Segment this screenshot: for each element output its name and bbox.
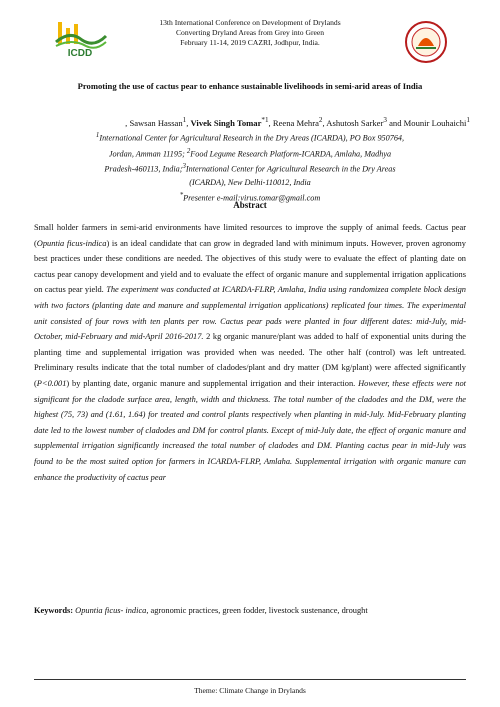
abstract-text-italic: The experiment was conducted at ICARDA-FLRP, Amlaha, India using randomizea complete block design with two factors (planting date and manure and supplemental irrigation applications) replicated four times. The experimental unit consisted of four rows with ten plants per row. Cactus pear pads were planted in four different dates: mid-July, mid-October, mid-February and mid-April 2016-2017. xyxy=(34,285,466,342)
email-text: Presenter e-mail:virus.tomar@gmail.com xyxy=(183,193,321,203)
affil-text: Food Legume Research Platform-ICARDA, Amlaha, Madhya xyxy=(190,149,392,159)
species-name: Opuntia ficus-indica xyxy=(36,238,107,248)
author-name: and Mounir Louhaichi xyxy=(386,117,467,128)
affil-text: Pradesh-460113, India; xyxy=(104,165,183,175)
author-name: , Ashutosh Sarker xyxy=(322,117,384,128)
abstract-text: Small holder farmers in semi-arid environments have limited resources to improve the supply of animal feeds. Cactus pear ( xyxy=(34,223,466,248)
page-header xyxy=(0,8,500,58)
affiliation-line xyxy=(60,145,440,161)
emblem-logo xyxy=(404,20,448,64)
author-affil-mark: *1 xyxy=(261,116,269,124)
abstract-text: ) by planting date, organic manure and supplemental irrigation and their interaction. xyxy=(66,378,359,388)
keyword-list: , agronomic practices, green fodder, livestock sustenance, drought xyxy=(146,606,368,615)
author-affil-mark: 1 xyxy=(182,116,187,124)
affiliation-line xyxy=(60,129,440,145)
author-list xyxy=(30,116,470,128)
page-footer: Theme: Climate Change in Drylands xyxy=(194,686,306,695)
conference-info xyxy=(120,18,380,48)
affil-text: International Center for Agricultural Research in the Dry Areas xyxy=(185,165,396,175)
paper-title: Promoting the use of cactus pear to enhance sustainable livelihoods in semi-arid areas of India xyxy=(77,81,423,91)
abstract-text: 2 kg organic manure/plant was added to half of exponential units during the planting time and supplemental irrigation was provided when was needed. The other half (control) was left untreated. Preliminary results indicate that the total number of cladodes/plant and dry matter (DM kg/plant) were affected significantly ( xyxy=(34,332,466,388)
keywords-label: Keywords: xyxy=(34,606,74,615)
affiliation-line: (ICARDA), New Delhi-110012, India xyxy=(189,178,311,188)
affiliations xyxy=(60,129,440,205)
keywords xyxy=(34,605,474,617)
affil-text: International Center for Agricultural Research in the Dry Areas (ICARDA), PO Box 950764, xyxy=(99,133,405,143)
affil-text: Jordan, Amman 11195; xyxy=(108,149,187,159)
icdd-logo xyxy=(52,18,108,58)
author-separator: , xyxy=(186,117,191,128)
p-value: P<0.001 xyxy=(36,378,67,388)
affil-mark: 1 xyxy=(95,132,100,139)
author-affil-mark: 1 xyxy=(466,116,470,124)
author-affil-mark: 3 xyxy=(383,116,387,124)
conference-theme: Converting Dryland Areas from Grey into Green xyxy=(175,28,325,37)
conference-dates: February 11-14, 2019 CAZRI, Jodhpur, India. xyxy=(180,38,320,47)
logo-text: ICDD xyxy=(67,48,93,58)
affiliation-line xyxy=(60,160,440,176)
abstract-body xyxy=(34,220,466,485)
keyword-species: Opuntia ficus- indica xyxy=(75,606,147,615)
presenting-author: Vivek Singh Tomar xyxy=(190,117,262,128)
author-name: , Sawsan Hassan xyxy=(125,117,183,128)
author-name: , Reena Mehra xyxy=(268,117,319,128)
affil-mark: 2 xyxy=(186,147,191,155)
author-affil-mark: 2 xyxy=(318,116,323,124)
affil-mark: 3 xyxy=(182,163,186,171)
affil-mark: * xyxy=(179,192,184,200)
abstract-text: ) is an ideal candidate that can grow in degraded land with minimum inputs. However, proven agronomy best practices under these conditions are needed. The objectives of this study were to evaluate the effect of planting date on cactus pear canopy development and yield and to evaluate the effect of organic manure and supplemental irrigation applications on cactus pear yield. xyxy=(34,238,466,295)
footer-divider xyxy=(34,679,466,680)
conference-name: 13th International Conference on Development of Drylands xyxy=(159,18,341,27)
abstract-text-italic: However, these effects were not significant for the cladode surface area, length, width and thickness. The total number of the cladodes and the DM, were the highest (75, 73) and (1.61, 1.64) for treated and control plants respectively when planting in mid-July. Mid-February planting date led to the lowest number of cladodes and DM for control plants. Except of mid-July date, the effect of organic manure and supplemental irrigation significantly increased the total number of cladodes and DM. Planting cactus pear in mid-July was found to be the most suited option for farmers in ICARDA-FLRP, Amlaha. Supplemental irrigation with organic manure can enhance the productivity of cactus pear xyxy=(34,378,466,482)
abstract-heading: Abstract xyxy=(233,200,267,210)
